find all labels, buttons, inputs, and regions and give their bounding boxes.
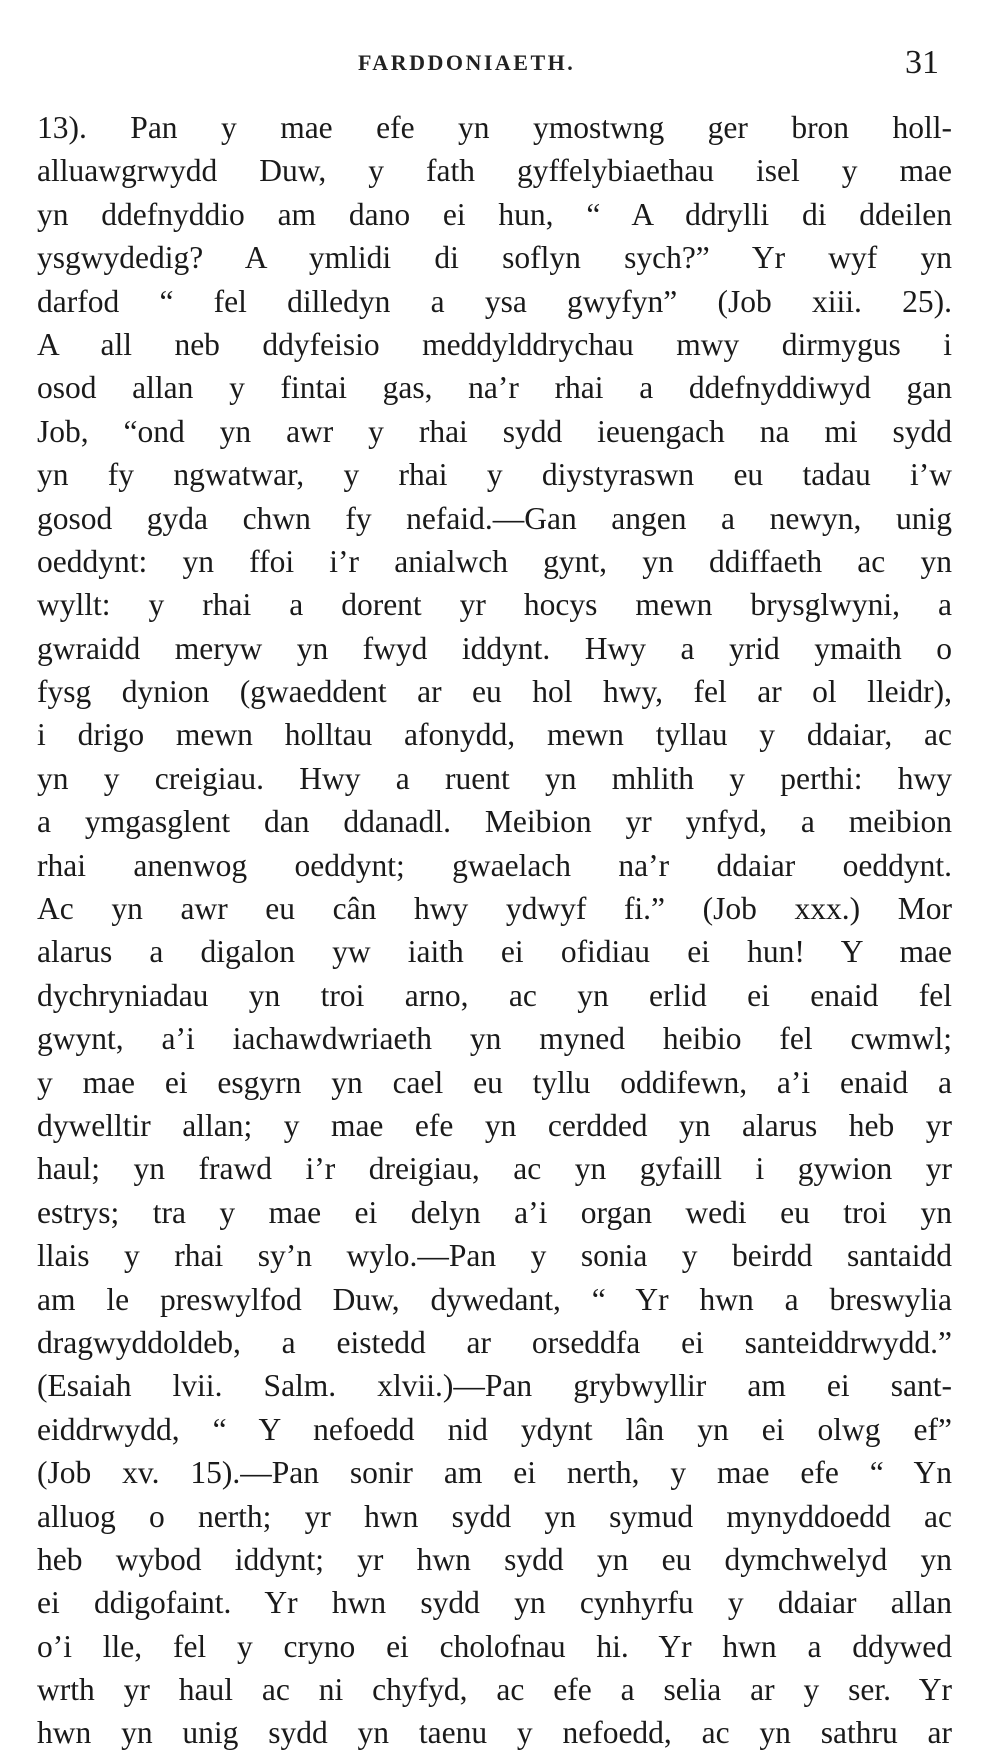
text-line: fysg dynion (gwaeddent ar eu hol hwy, fel ar ol lleidr), (37, 674, 952, 710)
text-line: A all neb ddyfeisio meddylddrychau mwy dirmygus i (37, 326, 952, 362)
text-line: llais y rhai sy’n wylo.—Pan y sonia y beirdd santaidd (37, 1238, 952, 1274)
running-head-title: FARDDONIAETH. (358, 50, 576, 75)
text-line: haul; yn frawd i’r dreigiau, ac yn gyfaill i gywion yr (37, 1151, 952, 1187)
text-line: dychryniadau yn troi arno, ac yn erlid ei enaid fel (37, 977, 952, 1013)
text-line: ysgwydedig? A ymlidi di soflyn sych?” Yr wyf yn (37, 240, 952, 276)
text-line: yn ddefnyddio am dano ei hun, “ A ddrylli di ddeilen (37, 196, 952, 232)
text-line: (Job xv. 15).—Pan sonir am ei nerth, y mae efe “ Yn (37, 1455, 952, 1491)
text-line: gwynt, a’i iachawdwriaeth yn myned heibio fel cwmwl; (37, 1021, 952, 1057)
text-line: gosod gyda chwn fy nefaid.—Gan angen a newyn, unig (37, 500, 952, 536)
text-line: wrth yr haul ac ni chyfyd, ac efe a selia ar y ser. Yr (37, 1672, 952, 1708)
text-line: rhai anenwog oeddynt; gwaelach na’r ddaiar oeddynt. (37, 847, 952, 883)
text-line: eiddrwydd, “ Y nefoedd nid ydynt lân yn ei olwg ef” (37, 1411, 952, 1447)
text-line: wyllt: y rhai a dorent yr hocys mewn brysglwyni, a (37, 587, 952, 623)
text-line: alarus a digalon yw iaith ei ofidiau ei hun! Y mae (37, 934, 952, 970)
text-line: darfod “ fel dilledyn a ysa gwyfyn” (Job xiii. 25). (37, 283, 952, 319)
body-text (37, 106, 952, 1755)
text-line: hwn yn unig sydd yn taenu y nefoedd, ac yn sathru ar (37, 1715, 952, 1751)
text-line: (Esaiah lvii. Salm. xlvii.)—Pan grybwyllir am ei sant- (37, 1368, 952, 1404)
text-line: o’i lle, fel y cryno ei cholofnau hi. Yr hwn a ddywed (37, 1628, 952, 1664)
text-line: yn fy ngwatwar, y rhai y diystyraswn eu tadau i’w (37, 457, 952, 493)
text-line: alluog o nerth; yr hwn sydd yn symud mynyddoedd ac (37, 1498, 952, 1534)
text-line: am le preswylfod Duw, dywedant, “ Yr hwn a breswylia (37, 1281, 952, 1317)
text-line: dragwyddoldeb, a eistedd ar orseddfa ei santeiddrwydd.” (37, 1324, 952, 1360)
text-line: Ac yn awr eu cân hwy ydwyf fi.” (Job xxx.) Mor (37, 891, 952, 927)
text-line: yn y creigiau. Hwy a ruent yn mhlith y perthi: hwy (37, 760, 952, 796)
text-line: i drigo mewn holltau afonydd, mewn tyllau y ddaiar, ac (37, 717, 952, 753)
text-line: gwraidd meryw yn fwyd iddynt. Hwy a yrid ymaith o (37, 630, 952, 666)
text-line: dywelltir allan; y mae efe yn cerdded yn alarus heb yr (37, 1107, 952, 1143)
text-line: heb wybod iddynt; yr hwn sydd yn eu dymchwelyd yn (37, 1541, 952, 1577)
text-line: 13). Pan y mae efe yn ymostwng ger bron holl- (37, 110, 952, 145)
text-line: y mae ei esgyrn yn cael eu tyllu oddifewn, a’i enaid a (37, 1064, 952, 1100)
page-number: 31 (905, 44, 939, 81)
text-line: ei ddigofaint. Yr hwn sydd yn cynhyrfu y ddaiar allan (37, 1585, 952, 1621)
text-line: Job, “ond yn awr y rhai sydd ieuengach na mi sydd (37, 413, 952, 449)
text-line: osod allan y fintai gas, na’r rhai a ddefnyddiwyd gan (37, 370, 952, 406)
running-head (0, 44, 995, 84)
text-line: a ymgasglent dan ddanadl. Meibion yr ynfyd, a meibion (37, 804, 952, 840)
text-line: alluawgrwydd Duw, y fath gyffelybiaethau isel y mae (37, 153, 952, 189)
text-line: estrys; tra y mae ei delyn a’i organ wedi eu troi yn (37, 1194, 952, 1230)
text-line: oeddynt: yn ffoi i’r anialwch gynt, yn ddiffaeth ac yn (37, 543, 952, 579)
